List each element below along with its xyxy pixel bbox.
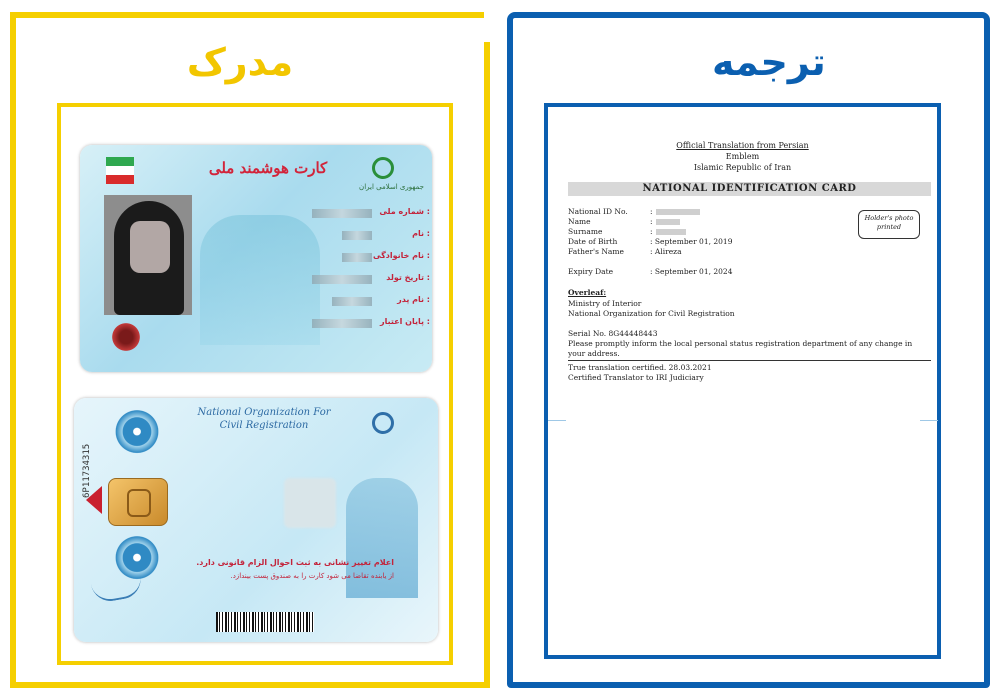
redacted-value [312,275,372,284]
serial-line: Serial No. 8G44448443 [568,329,658,338]
row-label: Date of Birth [568,237,618,246]
address-notice: اعلام تغییر نشانی به ثبت احوال الزام قانونی دارد. [196,558,394,567]
issuer-name [184,406,344,432]
redacted-value [656,229,686,235]
field-national-id [280,207,430,219]
field-label: نام : [412,229,430,238]
finder-notice: از یابنده تقاضا می شود کارت را به صندوق پست بیندازد. [230,572,394,580]
republic-label: Islamic Republic of Iran [693,163,792,172]
seal-icon [110,321,142,353]
row-label: Expiry Date [568,267,614,276]
field-label: شماره ملی : [379,207,430,216]
row-value: : September 01, 2019 [650,237,733,246]
translation-document [548,107,937,655]
redacted-value [656,209,700,215]
row-label: Surname [568,227,603,236]
overleaf-heading: Overleaf: [568,288,607,297]
field-name [280,229,430,241]
insert-arrow-icon [86,486,102,514]
row-value: : Alireza [650,247,682,256]
field-expiry [280,317,430,329]
card-republic-label: جمهوری اسلامی ایران [359,183,424,191]
emblem-label: Emblem [725,152,760,161]
row-label: Name [568,217,591,226]
photo-note-box: Holder's photo printed [858,210,920,239]
heading-translation: ترجمه [712,40,826,84]
field-label: نام خانوادگی : [372,251,430,260]
field-father-name [280,295,430,307]
notice-text: Please promptly inform the local personal status registration department of any change in your address. [568,339,913,358]
ministry-line: Ministry of Interior [568,299,642,308]
redacted-value [342,253,372,262]
translator-line: Certified Translator to IRI Judiciary [568,373,704,382]
field-birth-date [280,273,430,285]
iran-emblem-icon [372,157,394,179]
issuer-line-1: National Organization For [197,407,331,418]
security-window [284,478,336,528]
redacted-value [312,319,372,328]
row-value: : [650,207,700,216]
id-card-front [80,145,432,372]
field-label: پایان اعتبار : [380,317,430,326]
ministry-emblem-icon [372,412,394,434]
field-surname [280,251,430,263]
iran-flag-icon [106,157,134,185]
id-card-back [74,398,438,642]
holder-photo [104,195,192,315]
tomb-illustration [346,478,418,598]
row-value: : September 01, 2024 [650,267,733,276]
row-value: : [650,227,686,236]
card-title: کارت هوشمند ملی [208,159,328,177]
field-label: نام پدر : [397,295,430,304]
divider [568,360,931,361]
signature-mark [90,572,143,604]
redacted-value [342,231,372,240]
certification-line: True translation certified. 28.03.2021 [568,363,712,372]
divider [548,420,566,421]
translation-title: Official Translation from Persian [676,141,809,150]
barcode [216,612,314,632]
issuer-line-2: Civil Registration [219,420,309,431]
heading-document: مدرک [186,40,294,84]
redacted-value [332,297,372,306]
card-serial: 6P11734315 [82,443,92,498]
field-label: تاریخ تولد : [386,273,430,282]
ornament-icon [114,410,160,458]
redacted-value [656,219,680,225]
row-label: Father's Name [568,247,624,256]
organization-line: National Organization for Civil Registration [568,309,735,318]
document-type-band: NATIONAL IDENTIFICATION CARD [568,182,931,196]
row-value: : [650,217,680,226]
divider [920,420,938,421]
row-label: National ID No. [568,207,628,216]
smart-chip-icon [108,478,168,526]
redacted-value [312,209,372,218]
